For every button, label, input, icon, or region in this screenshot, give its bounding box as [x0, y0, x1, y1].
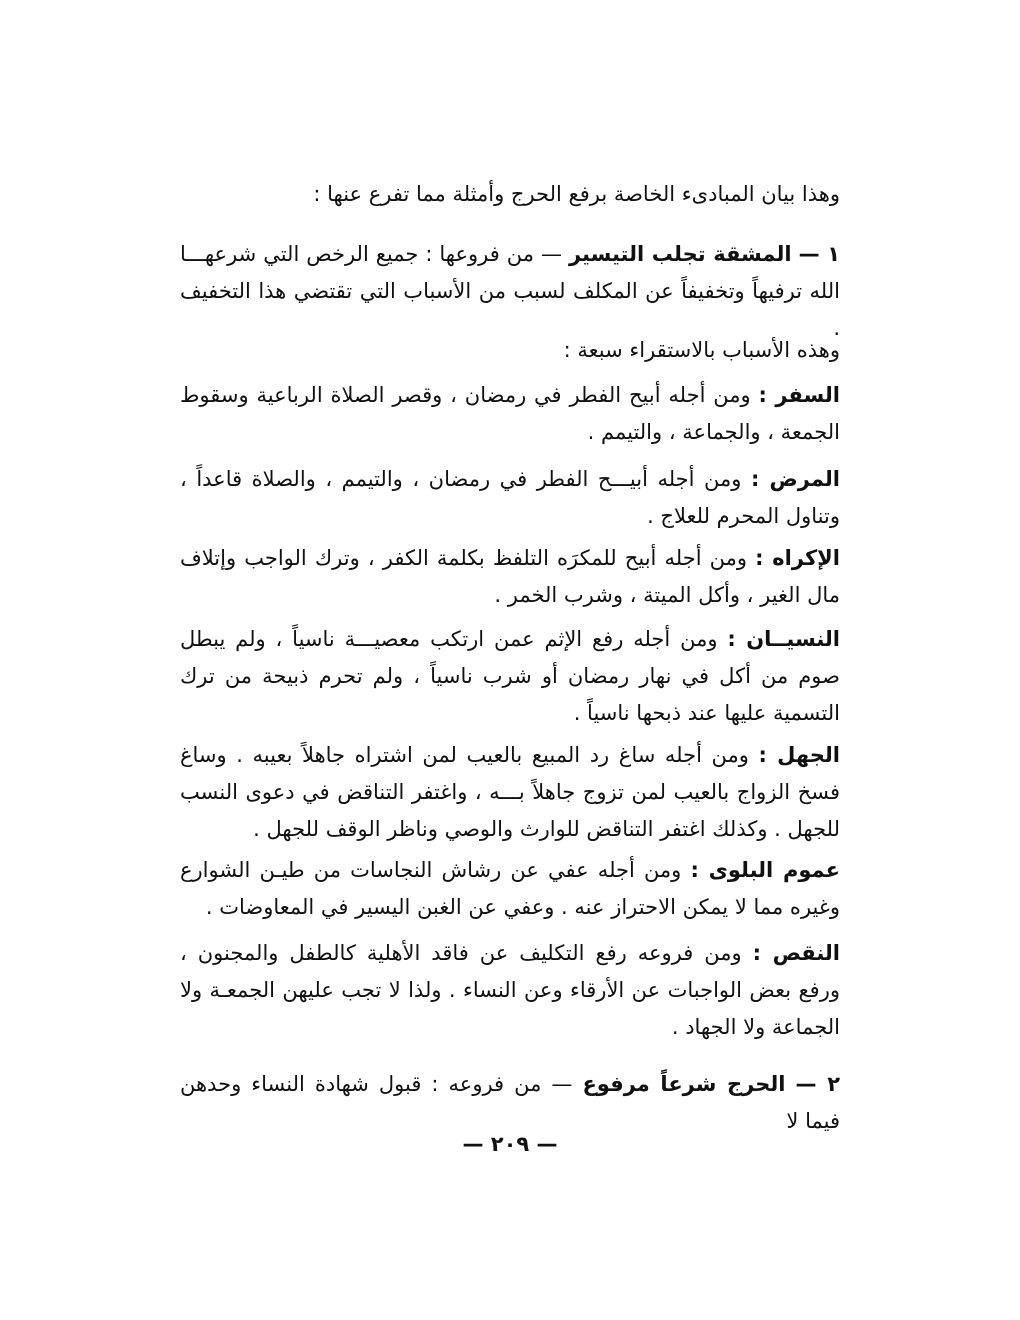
page-number: — ٢٠٩ —: [462, 1132, 558, 1156]
cause-term: المرض :: [750, 467, 840, 491]
rule-1-number: ١ —: [798, 242, 841, 266]
cause-text: ومن أجله أبيح الفطر في رمضان ، وقصر الصلاة الرباعية وسقوط الجمعة ، والجماعة ، والتيمم .: [180, 383, 840, 444]
intro-text: وهذا بيان المبادىء الخاصة برفع الحرج وأمثلة مما تفرع عنها :: [313, 182, 840, 206]
cause-coercion-paragraph: [180, 540, 840, 614]
causes-intro-paragraph: [180, 332, 840, 369]
intro-paragraph: [180, 176, 840, 213]
cause-deficiency-paragraph: [180, 935, 840, 1046]
cause-term: النقص :: [752, 941, 840, 965]
rule-2-title: الحرج شرعاً مرفوع: [582, 1072, 786, 1096]
cause-text: ومن أجله عفي عن رشاش النجاسات من طيـن الشوارع وغيره مما لا يمكن الاحتراز عنه . وعفي عن الغبن اليسير في المعاوضات .: [180, 858, 840, 919]
cause-term: الجهل :: [758, 743, 840, 767]
cause-text: ومن أجله رفع الإثم عمن ارتكب معصيـــة ناسياً ، ولم يبطل صوم من أكل في نهار رمضان أو شرب ناسياً ، ولم تحرم ذبيحة من ترك التسمية عليها عند ذبحها ناسياً .: [180, 627, 840, 725]
cause-ignorance-paragraph: [180, 737, 840, 848]
cause-text: ومن فروعه رفع التكليف عن فاقد الأهلية كالطفل والمجنون ، ورفع بعض الواجبات عن الأرقاء وعن النساء . ولذا لا تجب عليهن الجمعـة ولا الجماعة ولا الجهاد .: [180, 941, 840, 1039]
cause-text: ومن أجله أبيـــح الفطر في رمضان ، والتيمم ، والصلاة قاعداً ، وتناول المحرم للعلاج .: [180, 467, 840, 528]
rule-1-title: المشقة تجلب التيسير: [568, 242, 792, 266]
causes-intro-text: وهذه الأسباب بالاستقراء سبعة :: [563, 338, 840, 362]
cause-text: ومن أجله ساغ رد المبيع بالعيب لمن اشتراه جاهلاً بعيبه . وساغ فسخ الزواج بالعيب لمن تزوج جاهلاً بـــه ، واغتفر التناقض في دعوى النسب للجهل . وكذلك اغتفر التناقض للوارث والوصي وناظر الوقف للجهل .: [180, 743, 840, 841]
rule-1-paragraph: [180, 236, 840, 347]
cause-general-affliction-paragraph: [180, 852, 840, 926]
cause-forgetfulness-paragraph: [180, 621, 840, 732]
rule-1-text: — من فروعها : جميع الرخص التي شرعهـــا الله ترفيهاً وتخفيفاً عن المكلف لسبب من الأسباب التي تقتضي هذا التخفيف .: [180, 242, 840, 340]
cause-text: ومن أجله أبيح للمكرَه التلفظ بكلمة الكفر ، وترك الواجب وإتلاف مال الغير ، وأكل الميتة ، وشرب الخمر .: [180, 546, 840, 607]
cause-travel-paragraph: [180, 377, 840, 451]
cause-term: السفر :: [758, 383, 840, 407]
cause-term: النسيــان :: [727, 627, 840, 651]
rule-2-paragraph: [180, 1066, 840, 1140]
rule-2-text: — من فروعه : قبول شهادة النساء وحدهن فيما لا: [180, 1072, 840, 1133]
rule-2-number: ٢ —: [795, 1072, 841, 1096]
cause-term: الإكراه :: [755, 546, 840, 570]
cause-term: عموم البلوى :: [690, 858, 840, 882]
cause-illness-paragraph: [180, 461, 840, 535]
